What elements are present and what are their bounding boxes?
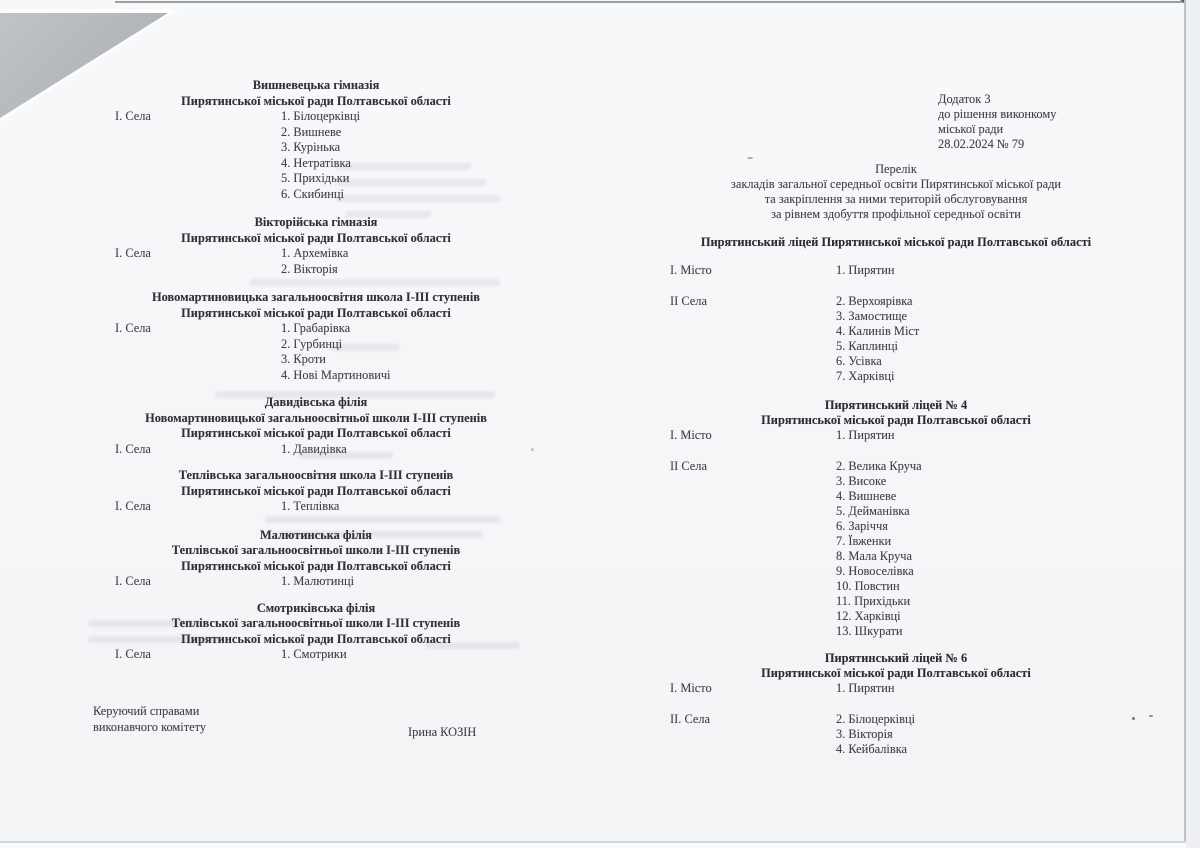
annex-line: до рішення виконкому <box>938 107 1057 121</box>
territory-row <box>93 321 539 383</box>
settlement-item: 3. Курінька <box>281 140 341 154</box>
school-block-smotrykivska <box>93 601 539 663</box>
settlement-item: 7. Ївженки <box>836 534 892 548</box>
settlement-item: 1. Малютинці <box>281 574 355 588</box>
school-heading-line: Вікторійська гімназія <box>254 215 378 229</box>
settlement-item: 1. Білоцерківці <box>281 109 361 123</box>
document-title-line: Перелік <box>875 162 917 176</box>
document-title-line: та закріплення за ними територій обслуговування <box>764 192 1028 206</box>
school-section-liceum-4 <box>658 398 1134 639</box>
school-heading-line: Теплівської загальноосвітньої школи І-ІІІ ступенів <box>171 543 461 557</box>
territory-label: І. Села <box>115 109 151 123</box>
school-heading-line: Вишневецька гімназія <box>252 78 380 92</box>
school-heading-line: Теплівської загальноосвітньої школи І-ІІІ ступенів <box>171 616 461 630</box>
settlement-item: 2. Гурбинці <box>281 336 343 351</box>
settlement-list <box>281 109 539 202</box>
signature-block <box>93 704 539 739</box>
settlement-item: 1. Архемівка <box>281 246 349 260</box>
school-block-davydivska <box>93 395 539 457</box>
school-section-liceum-6 <box>658 651 1134 757</box>
settlement-list <box>836 294 1134 384</box>
settlement-item: 3. Високе <box>836 474 887 488</box>
territory-sections <box>658 428 1134 639</box>
signer-role-line1: Керуючий справами <box>93 704 200 718</box>
settlement-list <box>836 459 1134 639</box>
school-heading <box>658 651 1134 681</box>
territory-row <box>93 647 539 663</box>
territory-section-city <box>658 428 1134 443</box>
school-heading-line: Пирятинської міської ради Полтавської області <box>181 558 451 573</box>
school-heading-line: Пирятинської міської ради Полтавської області <box>181 305 451 320</box>
territory-section-villages <box>658 294 1134 384</box>
settlement-item: 5. Дейманівка <box>836 504 910 518</box>
settlement-item: 10. Повстин <box>836 579 900 593</box>
settlement-item: 9. Новоселівка <box>836 564 914 578</box>
territory-label: І. Місто <box>670 681 712 695</box>
territory-label: І. Села <box>115 499 151 513</box>
school-heading-line: Пирятинської міської ради Полтавської області <box>181 426 451 440</box>
settlement-item: 6. Скибинці <box>281 186 344 201</box>
settlement-item: 1. Пирятин <box>836 681 895 695</box>
territory-section-villages <box>658 459 1134 639</box>
settlement-item: 3. Вікторія <box>836 727 893 741</box>
settlement-item: 5. Каплинці <box>836 339 898 353</box>
school-heading-line: Пирятинський ліцей № 4 <box>824 398 968 412</box>
settlement-list <box>836 712 1134 757</box>
settlement-item: 3. Кроти <box>281 352 326 366</box>
territory-label: І. Місто <box>670 428 712 442</box>
school-heading-line: Пирятинської міської ради Полтавської області <box>761 666 1031 680</box>
territory-row <box>93 574 539 590</box>
settlement-list <box>836 263 1134 278</box>
territory-label: І. Села <box>115 574 151 588</box>
school-heading-line: Новомартиновицька загальноосвітня школа І-ІІІ ступенів <box>152 290 480 304</box>
settlement-list <box>836 428 1134 443</box>
document-title-line: закладів загальної середньої освіти Пирятинської міської ради <box>730 177 1062 191</box>
settlement-item: 4. Калинів Міст <box>836 324 920 338</box>
school-heading-line: Смотриківська філія <box>256 600 376 615</box>
settlement-item: 1. Давидівка <box>281 441 347 456</box>
school-heading-line: Пирятинської міської ради Полтавської області <box>181 230 451 245</box>
territory-label: ІІ Села <box>670 459 707 473</box>
settlement-item: 1. Теплівка <box>281 499 340 513</box>
settlement-item: 4. Кейбалівка <box>836 742 908 756</box>
territory-sections <box>658 681 1134 757</box>
school-block-teplivska <box>93 468 539 515</box>
school-heading-line: Теплівська загальноосвітня школа І-ІІІ ступенів <box>178 468 454 482</box>
settlement-item: 2. Вишневе <box>281 124 342 139</box>
school-heading <box>93 528 539 575</box>
school-heading <box>658 398 1134 428</box>
school-heading <box>93 215 539 246</box>
school-heading-line: Пирятинської міської ради Полтавської області <box>181 93 451 108</box>
right-page-column <box>658 0 1134 757</box>
settlement-item: 4. Нетратівка <box>281 155 351 170</box>
settlement-item: 12. Харківці <box>836 609 901 623</box>
settlement-list <box>281 246 539 277</box>
scanner-bed-strip-bottom <box>0 843 1186 848</box>
school-block-vyshnevetska <box>93 78 539 202</box>
territory-section-city <box>658 263 1134 278</box>
settlement-list <box>836 681 1134 696</box>
territory-sections <box>658 263 1134 384</box>
school-heading-line: Пирятинської міської ради Полтавської області <box>181 483 451 498</box>
document-title <box>658 162 1134 222</box>
school-heading-line: Малютинська філія <box>259 527 373 542</box>
settlement-item: 6. Усівка <box>836 354 882 368</box>
school-heading <box>93 78 539 109</box>
territory-label: ІІ. Села <box>670 712 711 726</box>
school-heading-line: Пирятинської міської ради Полтавської області <box>181 631 451 646</box>
settlement-item: 11. Прихідьки <box>836 594 911 608</box>
settlement-item: 2. Вікторія <box>281 261 338 276</box>
scan-speck <box>1149 715 1153 717</box>
territory-label: І. Села <box>115 246 151 260</box>
territory-row <box>93 109 539 202</box>
territory-row <box>93 442 539 458</box>
school-heading <box>93 468 539 499</box>
settlement-list <box>281 442 539 458</box>
territory-row <box>93 246 539 277</box>
school-heading-line: Пирятинський ліцей Пирятинської міської ради Полтавської області <box>700 235 1092 249</box>
settlement-item: 2. Білоцерківці <box>836 712 916 726</box>
school-heading <box>658 235 1134 250</box>
school-heading <box>93 395 539 442</box>
territory-label: І. Села <box>115 321 151 335</box>
settlement-list <box>281 647 539 663</box>
settlement-item: 3. Замостище <box>836 309 908 323</box>
settlement-item: 7. Харківці <box>836 369 895 383</box>
school-heading-line: Новомартиновицької загальноосвітньої школи І-ІІІ ступенів <box>145 410 487 425</box>
settlement-item: 2. Велика Круча <box>836 459 922 473</box>
territory-section-city <box>658 681 1134 696</box>
settlement-item: 8. Мала Круча <box>836 549 913 563</box>
signer-name: Ірина КОЗІН <box>408 725 477 739</box>
school-heading <box>93 601 539 648</box>
school-heading-line: Пирятинської міської ради Полтавської області <box>761 413 1031 427</box>
annex-reference <box>938 92 1134 152</box>
school-block-novomartynovytska <box>93 290 539 383</box>
school-section-liceum-pyriatynskyi <box>658 235 1134 384</box>
settlement-item: 5. Прихідьки <box>281 171 350 185</box>
school-heading-line: Давидівська філія <box>264 395 368 409</box>
left-page-column <box>93 0 539 663</box>
settlement-list <box>281 321 539 383</box>
scanner-bed-strip <box>1186 0 1200 848</box>
settlement-item: 1. Грабарівка <box>281 321 351 335</box>
settlement-item: 4. Вишневе <box>836 489 897 503</box>
annex-line: 28.02.2024 № 79 <box>938 137 1025 151</box>
document-title-line: за рівнем здобуття профільної середньої освіти <box>771 207 1021 221</box>
settlement-list <box>281 574 539 590</box>
settlement-item: 4. Нові Мартиновичі <box>281 367 391 382</box>
school-block-viktoriyska <box>93 215 539 277</box>
territory-label: І. Села <box>115 647 151 661</box>
school-block-malyutynska <box>93 528 539 590</box>
settlement-item: 2. Верхоярівка <box>836 294 913 308</box>
settlement-item: 1. Смотрики <box>281 647 347 661</box>
settlement-item: 13. Шкурати <box>836 624 903 638</box>
settlement-item: 1. Пирятин <box>836 263 895 277</box>
settlement-item: 6. Заріччя <box>836 519 888 533</box>
territory-label: І. Місто <box>670 263 712 277</box>
annex-line: Додаток 3 <box>938 92 991 106</box>
territory-label: ІІ Села <box>670 294 707 308</box>
territory-section-villages <box>658 712 1134 757</box>
settlement-list <box>281 499 539 515</box>
territory-label: І. Села <box>115 441 151 456</box>
settlement-item: 1. Пирятин <box>836 428 895 442</box>
territory-row <box>93 499 539 515</box>
annex-line: міської ради <box>938 122 1004 136</box>
signer-role-line2: виконавчого комітету <box>93 719 207 734</box>
school-heading <box>93 290 539 321</box>
school-heading-line: Пирятинський ліцей № 6 <box>824 651 968 665</box>
